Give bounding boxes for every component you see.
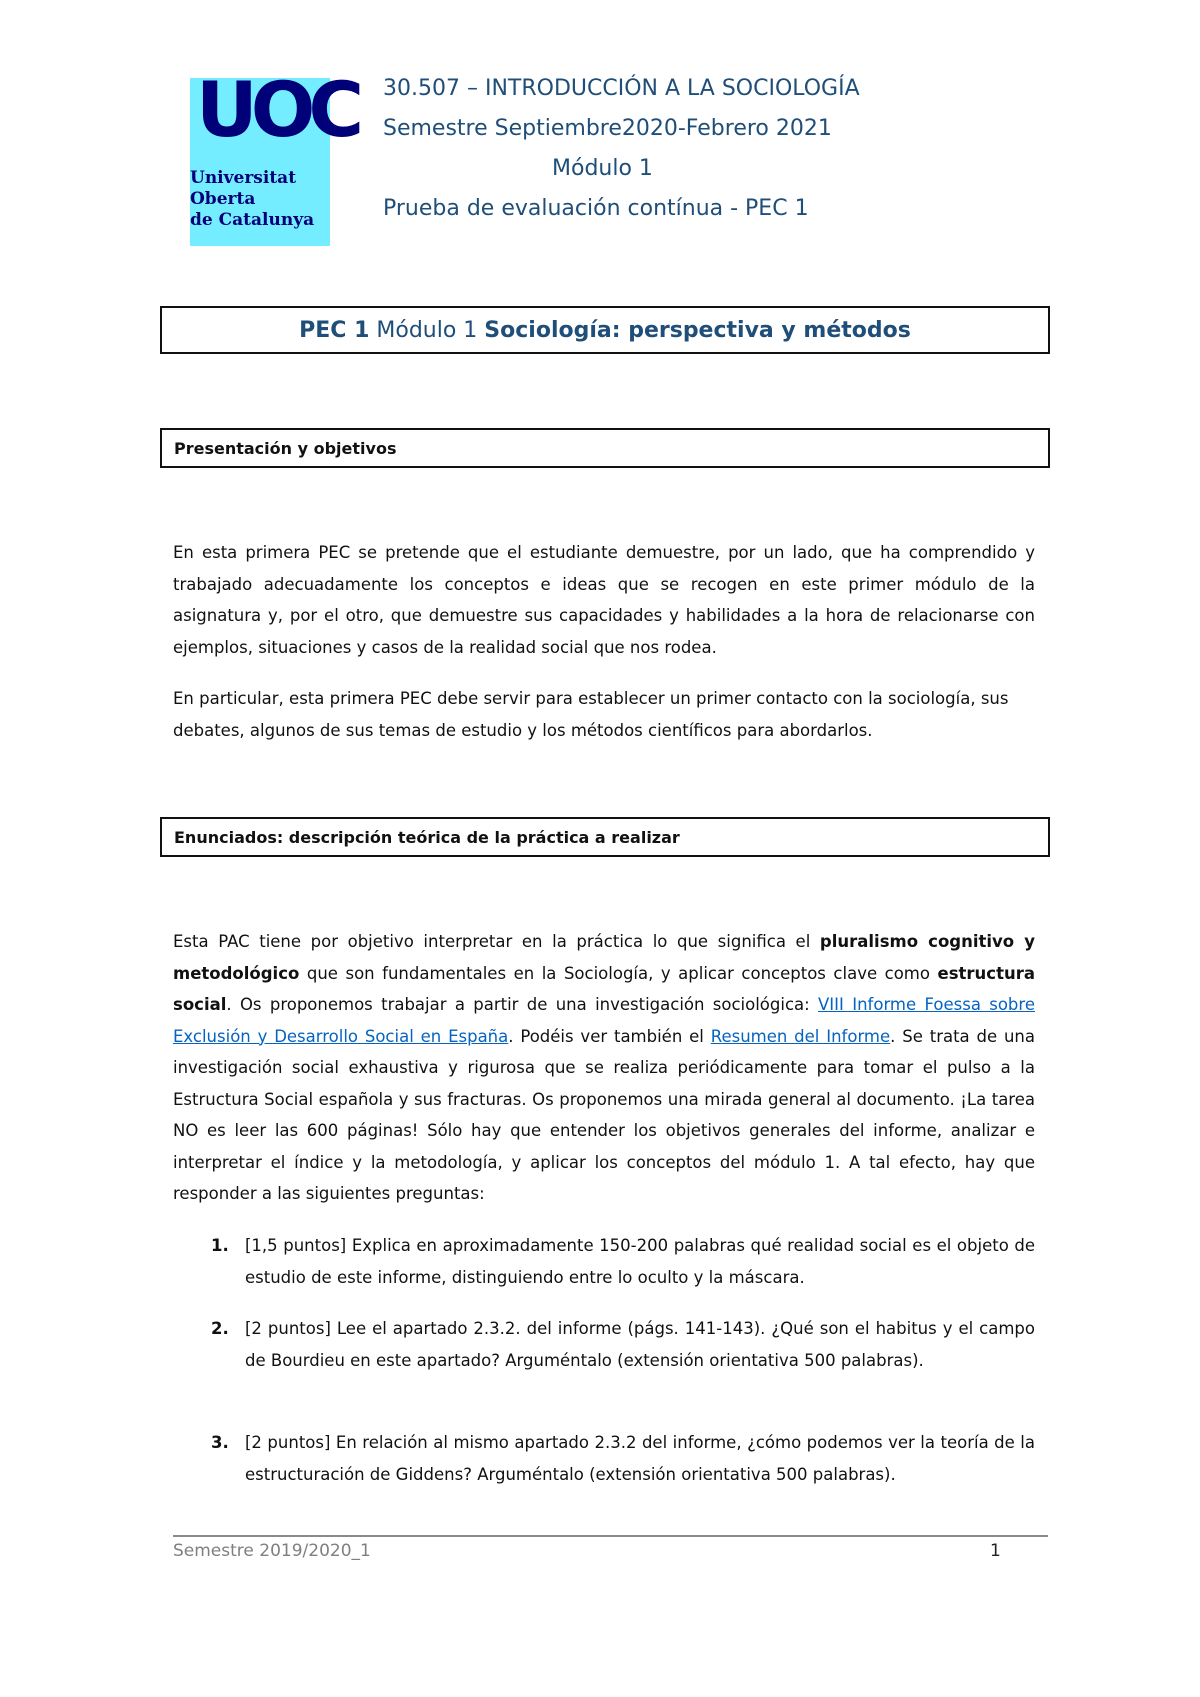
question-item	[173, 1313, 1035, 1409]
logo-text	[190, 168, 330, 231]
uoc-logo	[190, 65, 358, 246]
question-text: [2 puntos] Lee el apartado 2.3.2. del informe (págs. 141-143). ¿Qué son el habitus y el campo de Bourdieu en este apartado? Arguméntalo (extensión orientativa 500 palabras).	[245, 1319, 1035, 1370]
question-item	[173, 1427, 1035, 1523]
question-number: 2.	[211, 1319, 229, 1338]
text-bold: pluralismo cognitivo y metodológico	[173, 932, 1035, 983]
logo-line: Universitat	[190, 168, 297, 188]
section-heading-enunciados: Enunciados: descripción teórica de la práctica a realizar	[160, 817, 1050, 857]
page-number: 1	[990, 1541, 1001, 1561]
text-run: . Podéis ver también el	[508, 1026, 711, 1046]
logo-line: de Catalunya	[190, 210, 315, 230]
semester-line: Semestre Septiembre2020-Febrero 2021	[383, 116, 832, 141]
link-resumen-informe[interactable]: Resumen del Informe	[710, 1026, 891, 1046]
link-informe-foessa[interactable]: VIII Informe Foessa sobre Exclusión y Desarrollo Social en España	[173, 995, 1035, 1046]
question-number: 1.	[211, 1236, 229, 1255]
paragraph-particular: En particular, esta primera PEC debe servir para establecer un primer contacto con la sociología, sus debates, algunos de sus temas de estudio y los métodos científicos para abordarlos.	[173, 689, 1009, 740]
course-title: 30.507 – INTRODUCCIÓN A LA SOCIOLOGÍA	[383, 76, 860, 101]
logo-line: Oberta	[190, 189, 256, 209]
paragraph-enunciado	[173, 926, 1035, 1210]
title-part2: Módulo 1	[369, 317, 485, 343]
text-run: que son fundamentales en la Sociología, y aplicar conceptos clave como	[299, 963, 938, 983]
text-bold: estructura social	[173, 963, 1035, 1014]
logo-mark: UOC	[196, 65, 358, 154]
question-text: [1,5 puntos] Explica en aproximadamente 150-200 palabras qué realidad social es el objeto de estudio de este informe, distinguiendo entre lo oculto y la máscara.	[245, 1236, 1035, 1287]
document-title-box	[160, 306, 1050, 354]
paragraph-intro: En esta primera PEC se pretende que el estudiante demuestre, por un lado, que ha comprendido y trabajado adecuadamente los conceptos e ideas que se recogen en este primer módulo de la asignatura y, por el otro, que demuestre sus capacidades y habilidades a la hora de relacionarse con ejemplos, situaciones y casos de la realidad social que nos rodea.	[173, 543, 1035, 657]
question-text: [2 puntos] En relación al mismo apartado 2.3.2 del informe, ¿cómo podemos ver la teoría de la estructuración de Giddens? Arguméntalo (extensión orientativa 500 palabras).	[245, 1433, 1035, 1484]
text-run: . Os proponemos trabajar a partir de una investigación sociológica:	[226, 995, 819, 1014]
question-item	[173, 1230, 1035, 1294]
text-run: . Se trata de una investigación social exhaustiva y rigurosa que se realiza periódicamente para tomar el pulso a la Estructura Social española y sus fracturas. Os proponemos una mirada general al documento. ¡La tarea NO es leer las 600 páginas! Sólo hay que entender los objetivos generales del informe, analizar e interpretar el índice y la metodología, y aplicar los conceptos del módulo 1. A tal efecto, hay que responder a las siguientes preguntas:	[173, 1026, 1035, 1203]
text-run: Esta PAC tiene por objetivo interpretar en la práctica lo que significa el	[173, 932, 820, 951]
footer-semester: Semestre 2019/2020_1	[173, 1541, 371, 1561]
module-line: Módulo 1	[552, 156, 653, 181]
title-part1: PEC 1	[299, 317, 370, 343]
title-part3: Sociología: perspectiva y métodos	[484, 317, 911, 343]
evaluation-line: Prueba de evaluación contínua - PEC 1	[383, 196, 809, 221]
footer-divider	[173, 1535, 1048, 1537]
section-heading-presentacion: Presentación y objetivos	[160, 428, 1050, 468]
question-number: 3.	[211, 1433, 229, 1452]
